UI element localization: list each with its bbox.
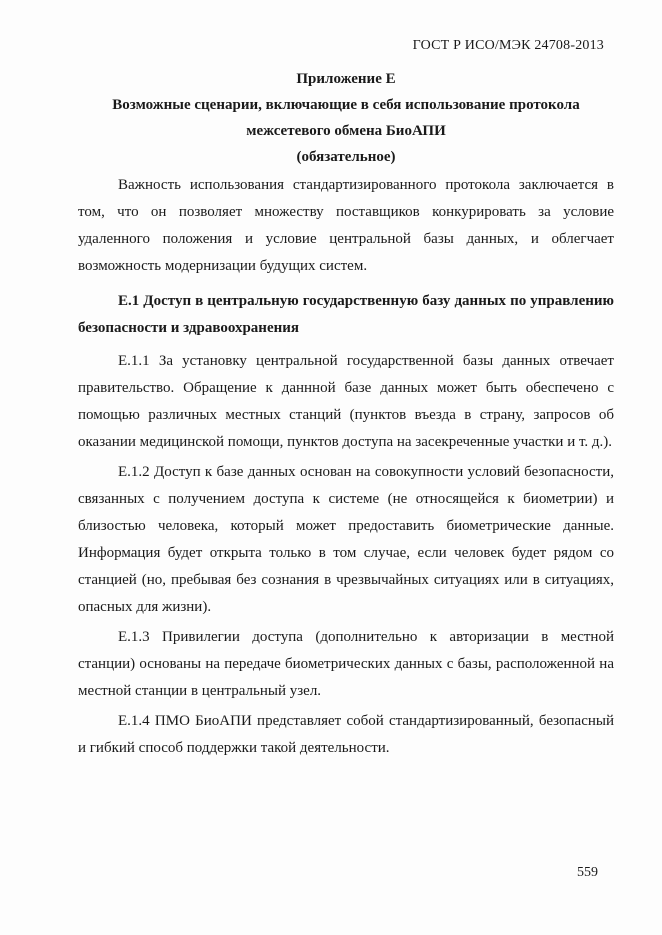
intro-paragraph: Важность использования стандартизированного протокола заключается в том, что он позволяет множеству поставщиков конкурировать за условие удаленного положения и условие центральной базы данных, и облегчает возможность модернизации будущих систем. xyxy=(78,177,614,274)
annex-subtitle-line1: Возможные сценарии, включающие в себя использование протокола xyxy=(112,97,580,113)
paragraph-e1-1: Е.1.1 За установку центральной государственной базы данных отвечает правительство. Обращение к даннной базе данных может быть обеспечено с помощью различных местных станций (пунктов въезда в страну, запросов об оказании медицинской помощи, пунктов доступа на засекреченные участки и т. д.). xyxy=(78,353,614,450)
annex-subtitle-line2: межсетевого обмена БиоАПИ xyxy=(246,123,446,139)
section-heading-e1: Е.1 Доступ в центральную государственную базу данных по управлению безопасности и здравоохранения xyxy=(78,293,614,336)
annex-status: (обязательное) xyxy=(296,149,396,165)
paragraph-e1-4: Е.1.4 ПМО БиоАПИ представляет собой стандартизированный, безопасный и гибкий способ поддержки такой деятельности. xyxy=(78,713,614,756)
paragraph-e1-3: Е.1.3 Привилегии доступа (дополнительно к авторизации в местной станции) основаны на передаче биометрических данных с базы, расположенной на местной станции в центральный узел. xyxy=(78,629,614,699)
page-number: 559 xyxy=(577,865,598,880)
page-content xyxy=(78,66,614,762)
annex-title: Приложение Е xyxy=(296,71,396,87)
paragraph-e1-2: Е.1.2 Доступ к базе данных основан на совокупности условий безопасности, связанных с получением доступа к системе (не относящейся к биометрии) и близостью человека, который может предоставить биометрические данные. Информация будет открыта только в том случае, если человек будет рядом со станцией (но, пребывая без сознания в чрезвычайных ситуациях или в ситуациях, опасных для жизни). xyxy=(78,464,614,615)
standard-code-header: ГОСТ Р ИСО/МЭК 24708-2013 xyxy=(412,38,604,53)
